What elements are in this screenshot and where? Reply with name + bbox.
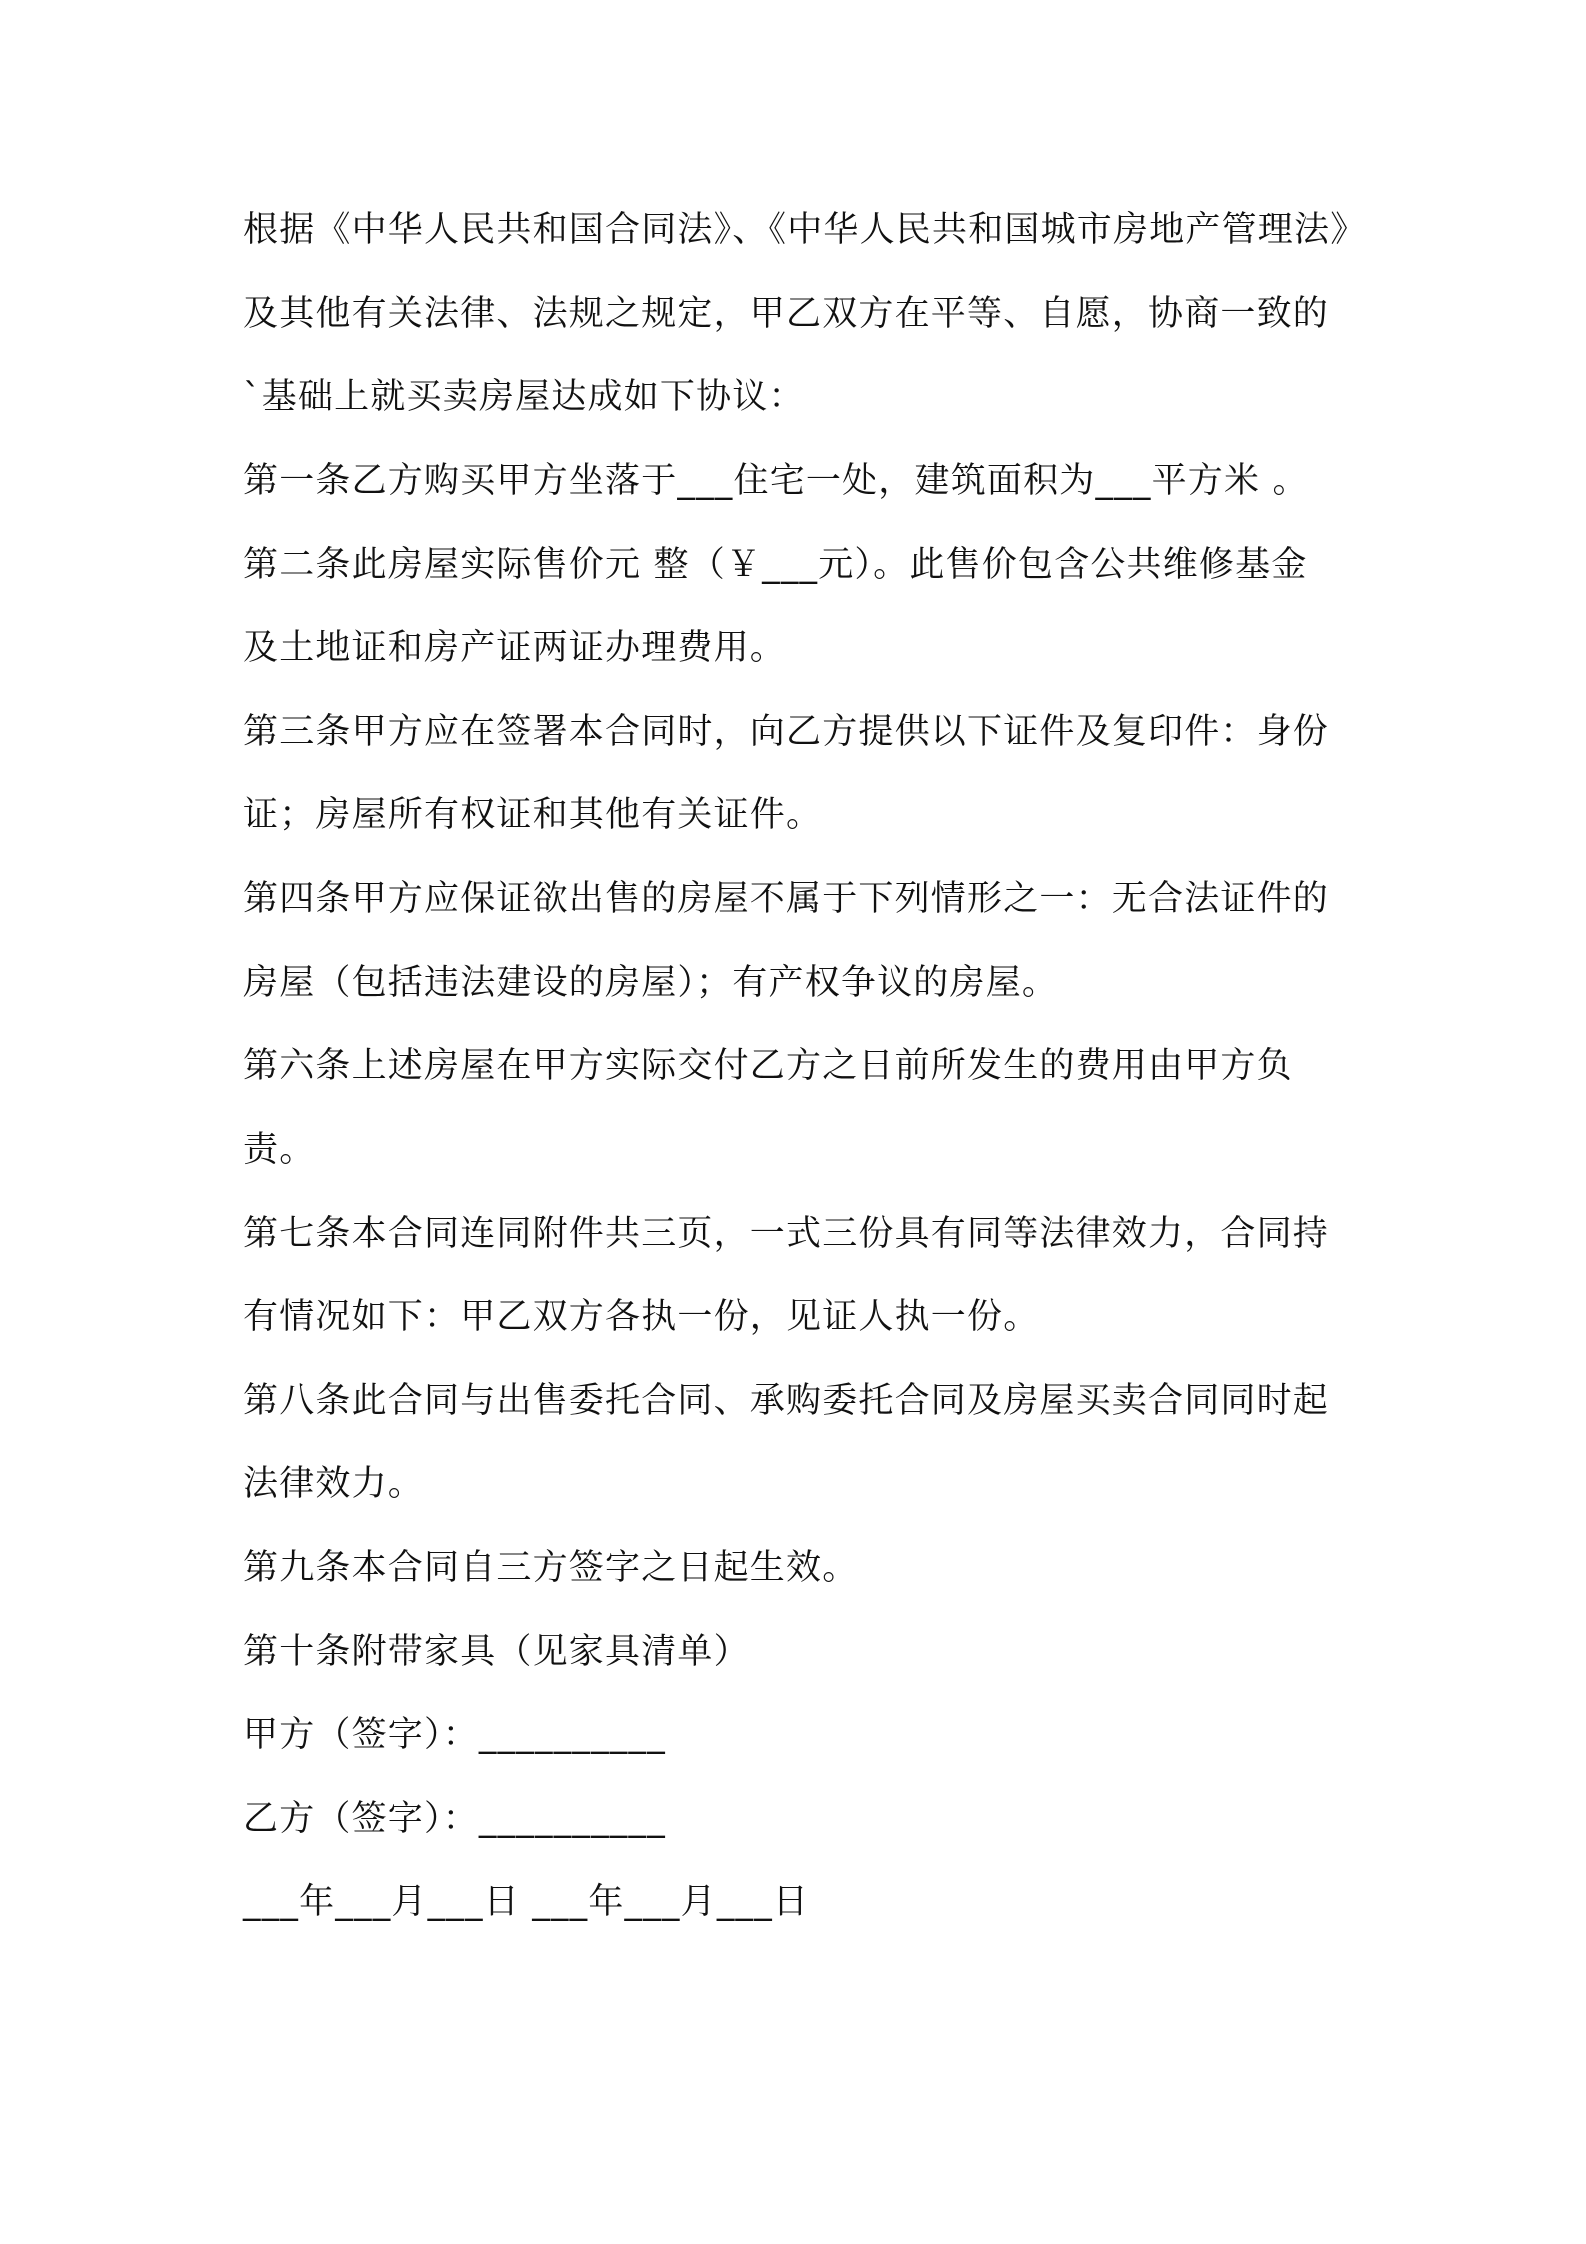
article-9: 第九条本合同自三方签字之日起生效。 (243, 1548, 859, 1588)
preamble-line-2: 及其他有关法律、法规之规定，甲乙双方在平等、自愿，协商一致的 (243, 294, 1330, 334)
article-3-line-1: 第三条甲方应在签署本合同时，向乙方提供以下证件及复印件：身份 (243, 712, 1330, 752)
preamble-line-3: `基础上就买卖房屋达成如下协议： (243, 377, 805, 417)
article-1: 第一条乙方购买甲方坐落于___住宅一处，建筑面积为___平方米 。 (243, 461, 1309, 501)
article-7-line-2: 有情况如下：甲乙双方各执一份，见证人执一份。 (243, 1297, 1040, 1337)
article-3-line-2: 证；房屋所有权证和其他有关证件。 (243, 795, 823, 835)
article-2-line-2: 及土地证和房产证两证办理费用。 (243, 628, 787, 668)
preamble-line-1: 根据《中华人民共和国合同法》、《中华人民共和国城市房地产管理法》 (243, 210, 1367, 250)
article-4-line-1: 第四条甲方应保证欲出售的房屋不属于下列情形之一：无合法证件的 (243, 879, 1330, 919)
article-8-line-2: 法律效力。 (243, 1464, 425, 1504)
article-6-line-2: 责。 (243, 1130, 316, 1170)
article-2-line-1: 第二条此房屋实际售价元 整（￥___元）。此售价包含公共维修基金 (243, 545, 1308, 585)
party-a-signature: 甲方（签字）：__________ (243, 1715, 666, 1755)
article-10: 第十条附带家具（见家具清单） (243, 1632, 750, 1672)
article-4-line-2: 房屋（包括违法建设的房屋）；有产权争议的房屋。 (243, 963, 1059, 1003)
article-6-line-1: 第六条上述房屋在甲方实际交付乙方之日前所发生的费用由甲方负 (243, 1046, 1293, 1086)
article-7-line-1: 第七条本合同连同附件共三页，一式三份具有同等法律效力，合同持 (243, 1214, 1330, 1254)
article-8-line-1: 第八条此合同与出售委托合同、承购委托合同及房屋买卖合同同时起 (243, 1381, 1330, 1421)
signature-dates: ___年___月___日 ___年___月___日 (243, 1882, 810, 1922)
party-b-signature: 乙方（签字）：__________ (243, 1799, 666, 1839)
